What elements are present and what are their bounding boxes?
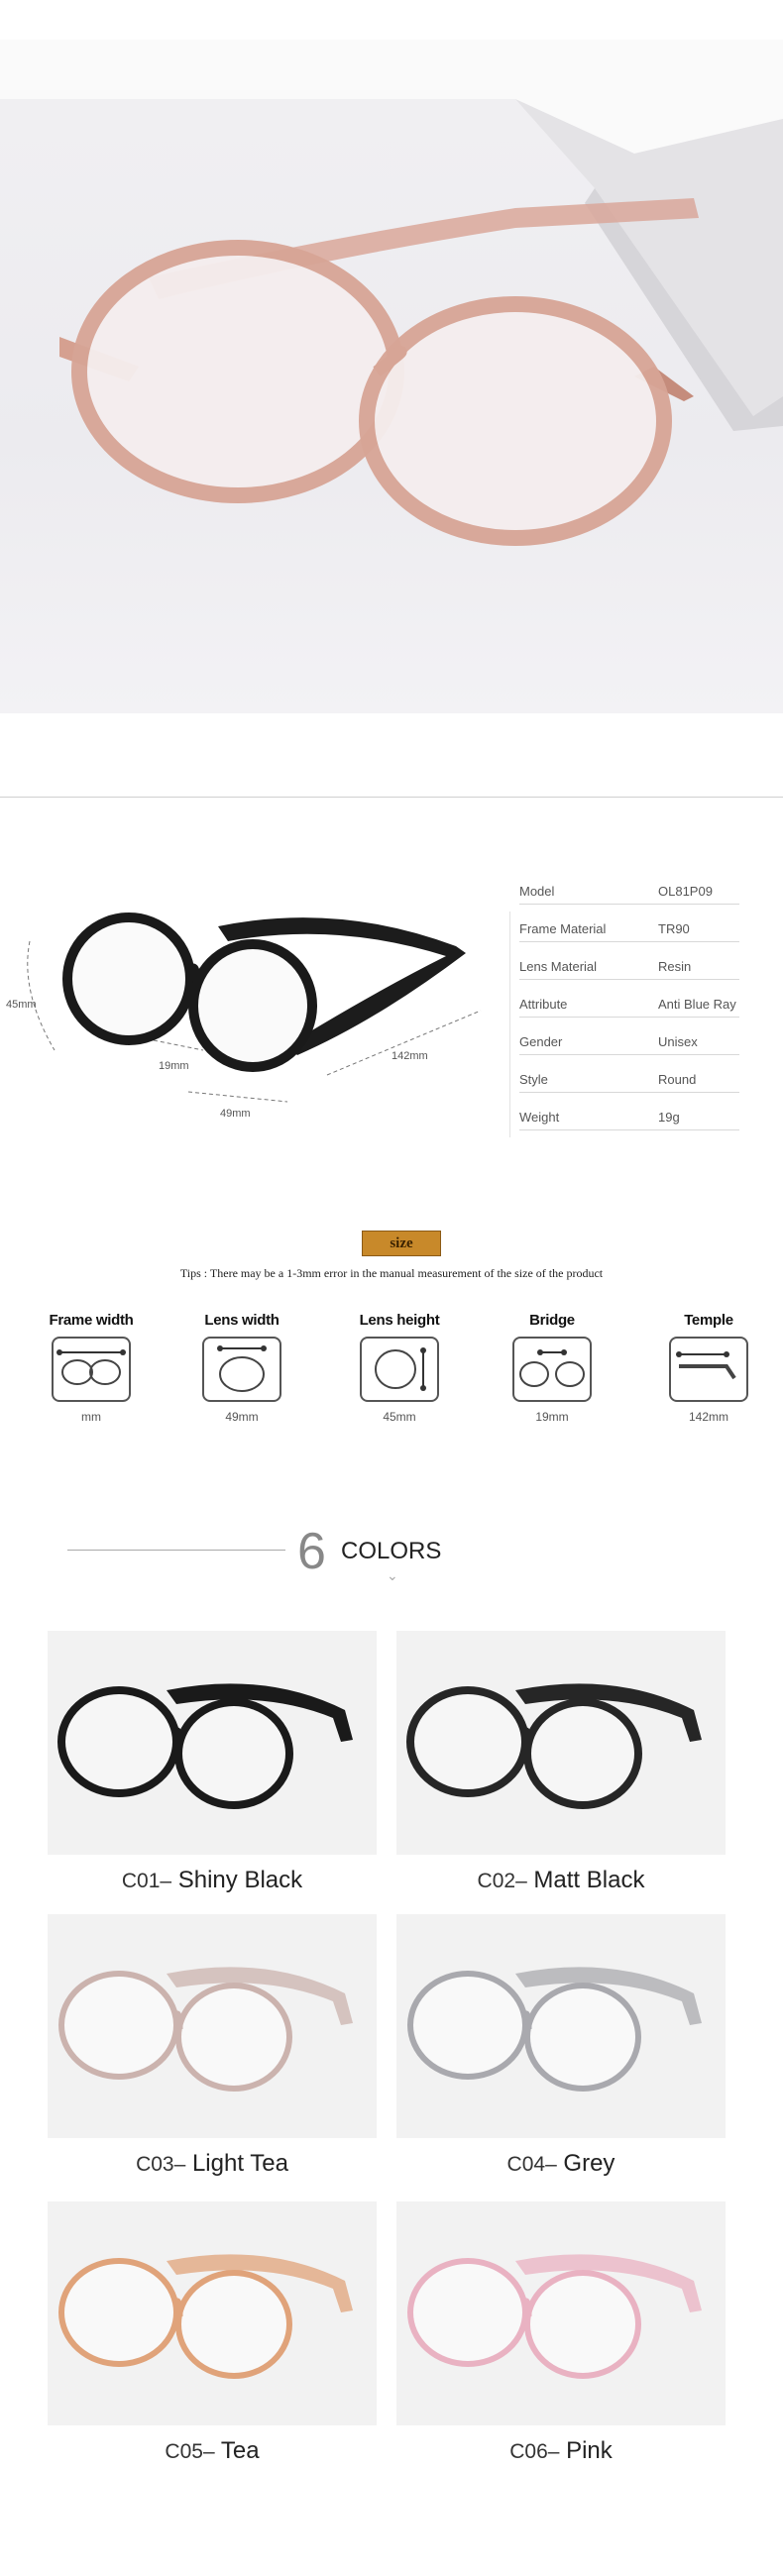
spec-row-weight <box>519 1106 767 1143</box>
spec-value: Anti Blue Ray <box>658 997 736 1012</box>
glasses-image <box>48 2201 377 2425</box>
measure-title: Bridge <box>529 1312 575 1329</box>
measure-temple <box>649 1312 768 1424</box>
color-caption-c02 <box>396 1867 726 1894</box>
colors-word: COLORS <box>341 1538 442 1564</box>
color-code: C04– <box>506 2153 557 2176</box>
color-card-c06[interactable] <box>396 2201 726 2425</box>
measure-bridge <box>493 1312 612 1424</box>
measure-title: Lens height <box>359 1312 440 1329</box>
color-card-c04[interactable] <box>396 1914 726 2138</box>
color-code: C03– <box>136 2153 186 2176</box>
measure-value: 49mm <box>225 1410 259 1424</box>
color-code: C06– <box>509 2440 560 2463</box>
glasses-image <box>48 1631 377 1855</box>
lens-height-icon <box>360 1337 439 1402</box>
spec-value: OL81P09 <box>658 884 713 899</box>
frame-width-icon <box>52 1337 131 1402</box>
measure-lens-width <box>182 1312 301 1424</box>
color-name: Tea <box>220 2437 260 2464</box>
color-caption-c06 <box>396 2437 726 2465</box>
measure-value: mm <box>81 1410 101 1424</box>
spec-key: Weight <box>519 1110 560 1125</box>
temple-icon <box>669 1337 748 1402</box>
color-card-c01[interactable] <box>48 1631 377 1855</box>
spec-row-lens-material <box>519 955 767 993</box>
spec-key: Lens Material <box>519 959 598 974</box>
color-code: C02– <box>477 1870 527 1892</box>
color-code: C05– <box>165 2440 215 2463</box>
colors-header <box>0 1516 783 1585</box>
spec-value: Round <box>658 1072 697 1087</box>
size-tips: Tips : There may be a 1-3mm error in the manual measurement of the size of the product <box>179 1266 604 1280</box>
spec-value: Resin <box>658 959 692 974</box>
color-name: Shiny Black <box>177 1867 303 1893</box>
spec-value: TR90 <box>658 921 690 936</box>
spec-key: Gender <box>519 1034 563 1049</box>
spec-value: Unisex <box>658 1034 698 1049</box>
color-name: Matt Black <box>533 1867 645 1893</box>
spec-key: Frame Material <box>519 921 607 936</box>
hero-glasses-illustration <box>0 40 783 713</box>
glasses-image <box>396 1631 726 1855</box>
color-caption-c05 <box>48 2437 377 2465</box>
color-caption-c03 <box>48 2150 377 2178</box>
glasses-image <box>48 1914 377 2138</box>
color-caption-c04 <box>396 2150 726 2178</box>
section-divider <box>0 797 783 798</box>
dim-bridge-label: 19mm <box>159 1060 189 1072</box>
dim-temple-label: 142mm <box>392 1050 428 1062</box>
dim-lens-label: 49mm <box>220 1108 251 1120</box>
measure-title: Frame width <box>49 1312 134 1329</box>
color-name: Grey <box>563 2150 615 2177</box>
color-name: Pink <box>566 2437 613 2464</box>
glasses-image <box>396 1914 726 2138</box>
colors-count: 6 <box>297 1523 326 1580</box>
header-rule <box>67 1550 285 1551</box>
spec-row-style <box>519 1068 767 1106</box>
color-caption-c01 <box>48 1867 377 1894</box>
spec-row-frame-material <box>519 917 767 955</box>
spec-key: Attribute <box>519 997 568 1012</box>
color-card-c05[interactable] <box>48 2201 377 2425</box>
glasses-image <box>396 2201 726 2425</box>
color-code: C01– <box>121 1870 172 1892</box>
measure-value: 19mm <box>535 1410 569 1424</box>
color-card-c02[interactable] <box>396 1631 726 1855</box>
spec-row-model <box>519 880 767 917</box>
lens-width-icon <box>202 1337 281 1402</box>
measure-value: 142mm <box>688 1410 728 1424</box>
measure-value: 45mm <box>383 1410 416 1424</box>
hero-photo <box>0 40 783 713</box>
spec-row-attribute <box>519 993 767 1030</box>
bridge-icon <box>512 1337 592 1402</box>
color-card-c03[interactable] <box>48 1914 377 2138</box>
measure-title: Temple <box>684 1312 733 1329</box>
spec-table <box>519 880 767 1143</box>
color-name: Light Tea <box>191 2150 288 2177</box>
dimension-diagram <box>0 872 496 1129</box>
measure-lens-height <box>340 1312 459 1424</box>
size-badge: size <box>362 1231 441 1256</box>
dim-height-label: 45mm <box>6 999 37 1011</box>
measure-frame-width <box>32 1312 151 1424</box>
spec-value: 19g <box>658 1110 680 1125</box>
chevron-down-icon: ⌄ <box>387 1567 398 1583</box>
measure-title: Lens width <box>204 1312 280 1329</box>
spec-key: Style <box>519 1072 548 1087</box>
spec-row-gender <box>519 1030 767 1068</box>
spec-key: Model <box>519 884 555 899</box>
